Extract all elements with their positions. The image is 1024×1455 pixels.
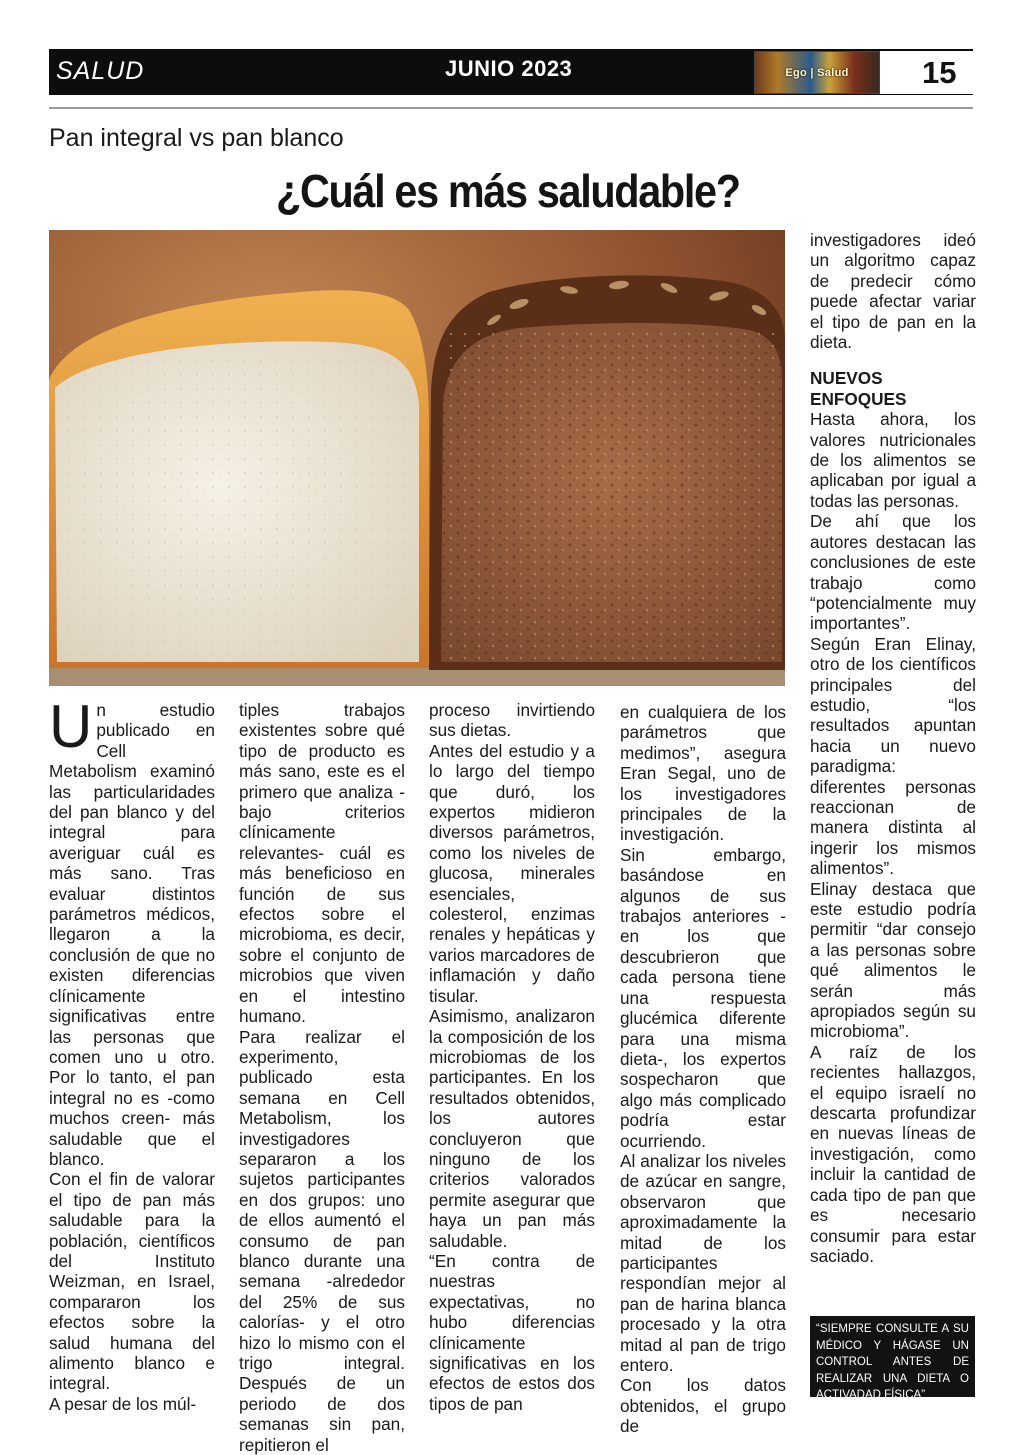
section-subhead: NUEVOS ENFOQUES — [810, 368, 976, 409]
paragraph: De ahí que los autores destacan las conclusiones de este trabajo como “potencialmente muy importantes”. — [810, 511, 976, 633]
page-number: 15 — [922, 55, 956, 91]
paragraph: Asimismo, analizaron la composición de los microbiomas de los participantes. En los resultados obtenidos, los autores concluyeron que ninguno de los criterios valorados permite asegurar que haya un pan más saludable. — [429, 1006, 595, 1251]
paragraph: n estudio publicado en Cell Metabolism examinó las particularidades del pan blanco y del integral para averiguar cuál es más sano. Tras evaluar distintos parámetros médicos, llegaron a la conclusión de que no existen diferencias clínicamente significativas entre las personas que comen uno u otro. Por lo tanto, el pan integral no es -como muchos creen- más saludable que el blanco. — [49, 700, 215, 1169]
section-label: SALUD — [56, 57, 144, 86]
paragraph: Sin embargo, basándose en algunos de sus trabajos anteriores -en los que descubrieron que cada persona tiene una respuesta glucémica diferente para una misma dieta-, los expertos sospecharon que algo más complicado podría estar ocurriendo. — [620, 845, 786, 1151]
paragraph: Con el fin de valorar el tipo de pan más saludable para la población, científicos del Instituto Weizman, en Israel, compararon los efectos sobre la salud humana del alimento blanco e integral. — [49, 1169, 215, 1393]
paragraph: en cualquiera de los parámetros que medimos”, asegura Eran Segal, uno de los investigadores principales de la investigación. — [620, 702, 786, 845]
paragraph: Según Eran Elinay, otro de los científicos principales del estudio, “los resultados apuntan hacia un nuevo paradigma: diferentes personas reaccionan de manera distinta al ingerir los mismos alimentos”. — [810, 634, 976, 879]
bread-photo — [49, 230, 785, 686]
column-3 — [429, 700, 595, 1414]
paragraph: Antes del estudio y a lo largo del tiempo que duró, los expertos midieron diversos parámetros, como los niveles de glucosa, minerales esenciales, colesterol, enzimas renales y hepáticas y varios marcadores de inflamación y daño tisular. — [429, 741, 595, 1006]
header-rule — [49, 107, 973, 109]
paragraph: Al analizar los niveles de azúcar en sangre, observaron que aproximadamente la mitad de los participantes respondían mejor al pan de harina blanca procesado y la otra mitad al pan de trigo entero. — [620, 1151, 786, 1375]
paragraph: “En contra de nuestras expectativas, no hubo diferencias clínicamente significativas en los efectos de estos dos tipos de pan — [429, 1251, 595, 1414]
paragraph: investigadores ideó un algoritmo capaz de predecir cómo puede afectar variar el tipo de pan en la dieta. — [810, 230, 976, 352]
article-kicker: Pan integral vs pan blanco — [49, 124, 344, 153]
paragraph: A pesar de los múl- — [49, 1394, 215, 1414]
paragraph: proceso invirtiendo sus dietas. — [429, 700, 595, 741]
paragraph: A raíz de los recientes hallazgos, el equipo israelí no descarta profundizar en nuevas líneas de investigación, como incluir la cantidad de cada tipo de pan que es necesario consumir para estar saciado. — [810, 1042, 976, 1266]
issue-date: JUNIO 2023 — [445, 56, 572, 82]
publication-logo — [754, 51, 880, 94]
health-notice-box: “SIEMPRE CONSULTE A SU MÉDICO Y HÁGASE UN CONTROL ANTES DE REALIZAR UNA DIETA O ACTIVADAD FÍSICA” — [810, 1316, 975, 1397]
column-1 — [49, 700, 215, 1414]
paragraph: Elinay destaca que este estudio podría permitir “dar consejo a las personas sobre qué alimentos le serán más apropiados según su microbioma”. — [810, 879, 976, 1042]
column-4 — [620, 702, 786, 1437]
article-headline: ¿Cuál es más saludable? — [276, 164, 740, 218]
logo-text: Ego | Salud — [785, 67, 848, 79]
drop-cap: U — [49, 700, 92, 752]
column-5 — [810, 230, 976, 1266]
column-2 — [239, 700, 405, 1455]
paragraph: Para realizar el experimento, publicado esta semana en Cell Metabolism, los investigadores separaron a los sujetos participantes en dos grupos: uno de ellos aumentó el consumo de pan blanco durante una semana -alrededor del 25% de sus calorías- y el otro hizo lo mismo con el trigo integral. Después de un periodo de dos semanas sin pan, repitieron el — [239, 1027, 405, 1455]
paragraph: Con los datos obtenidos, el grupo de — [620, 1375, 786, 1436]
paragraph: tiples trabajos existentes sobre qué tipo de producto es más sano, este es el primero que analiza -bajo criterios clínicamente relevantes- cuál es más beneficioso en función de sus efectos sobre el microbioma, es decir, sobre el conjunto de microbios que viven en el intestino humano. — [239, 700, 405, 1027]
paragraph: Hasta ahora, los valores nutricionales de los alimentos se aplicaban por igual a todas las personas. — [810, 409, 976, 511]
